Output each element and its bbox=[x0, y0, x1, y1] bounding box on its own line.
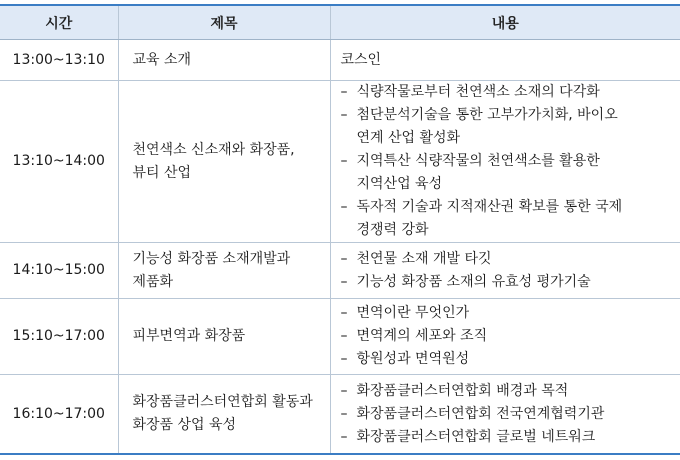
schedule-table bbox=[0, 4, 680, 455]
content-cell bbox=[330, 81, 680, 243]
title-line: 천연색소 신소재와 화장품, bbox=[132, 141, 295, 158]
title-cell: 교육 소개 bbox=[118, 40, 330, 81]
time-cell: 13:00~13:10 bbox=[0, 40, 118, 81]
list-item: – 기능성 화장품 소재의 유효성 평가기술 bbox=[341, 271, 675, 294]
table-row bbox=[0, 81, 680, 243]
time-cell: 13:10~14:00 bbox=[0, 81, 118, 243]
title-line: 기능성 화장품 소재개발과 bbox=[132, 250, 291, 267]
title-line: 화장품 상업 육성 bbox=[132, 417, 237, 433]
table-row bbox=[0, 40, 680, 81]
title-cell bbox=[118, 375, 330, 455]
list-item: – 항원성과 면역원성 bbox=[341, 348, 675, 371]
title-line: 피부면역과 화장품 bbox=[132, 328, 246, 344]
title-line: 뷰티 산업 bbox=[132, 164, 192, 181]
list-item: – 화장품클러스터연합회 전국연계협력기관 bbox=[341, 403, 675, 426]
title-cell bbox=[118, 299, 330, 375]
title-cell bbox=[118, 243, 330, 299]
content-cell: 코스인 bbox=[330, 40, 680, 81]
content-list bbox=[341, 81, 675, 242]
header-time: 시간 bbox=[0, 5, 118, 40]
list-item: – 지역특산 식량작물의 천연색소를 활용한 지역산업 육성 bbox=[341, 150, 675, 196]
content-list bbox=[341, 380, 675, 449]
list-item: – 면역계의 세포와 조직 bbox=[341, 325, 675, 348]
list-item: – 독자적 기술과 지적재산권 확보를 통한 국제 경쟁력 강화 bbox=[341, 196, 675, 242]
time-cell: 16:10~17:00 bbox=[0, 375, 118, 455]
header-title: 제목 bbox=[118, 5, 330, 40]
list-item: – 첨단분석기술을 통한 고부가가치화, 바이오 연계 산업 활성화 bbox=[341, 104, 675, 150]
content-cell bbox=[330, 375, 680, 455]
table-row bbox=[0, 299, 680, 375]
header-content: 내용 bbox=[330, 5, 680, 40]
time-cell: 15:10~17:00 bbox=[0, 299, 118, 375]
title-line: 화장품클러스터연합회 활동과 bbox=[132, 394, 313, 410]
list-item: – 천연물 소재 개발 타깃 bbox=[341, 248, 675, 271]
content-list bbox=[341, 248, 675, 294]
time-cell: 14:10~15:00 bbox=[0, 243, 118, 299]
table-row bbox=[0, 375, 680, 455]
table-header-row bbox=[0, 5, 680, 40]
list-item: – 화장품클러스터연합회 배경과 목적 bbox=[341, 380, 675, 403]
title-line: 제품화 bbox=[132, 273, 174, 290]
list-item: – 화장품클러스터연합회 글로벌 네트워크 bbox=[341, 426, 675, 449]
list-item: – 식량작물로부터 천연색소 소재의 다각화 bbox=[341, 81, 675, 104]
title-cell bbox=[118, 81, 330, 243]
content-cell bbox=[330, 299, 680, 375]
content-cell bbox=[330, 243, 680, 299]
content-list bbox=[341, 302, 675, 371]
table-row bbox=[0, 243, 680, 299]
list-item: – 면역이란 무엇인가 bbox=[341, 302, 675, 325]
